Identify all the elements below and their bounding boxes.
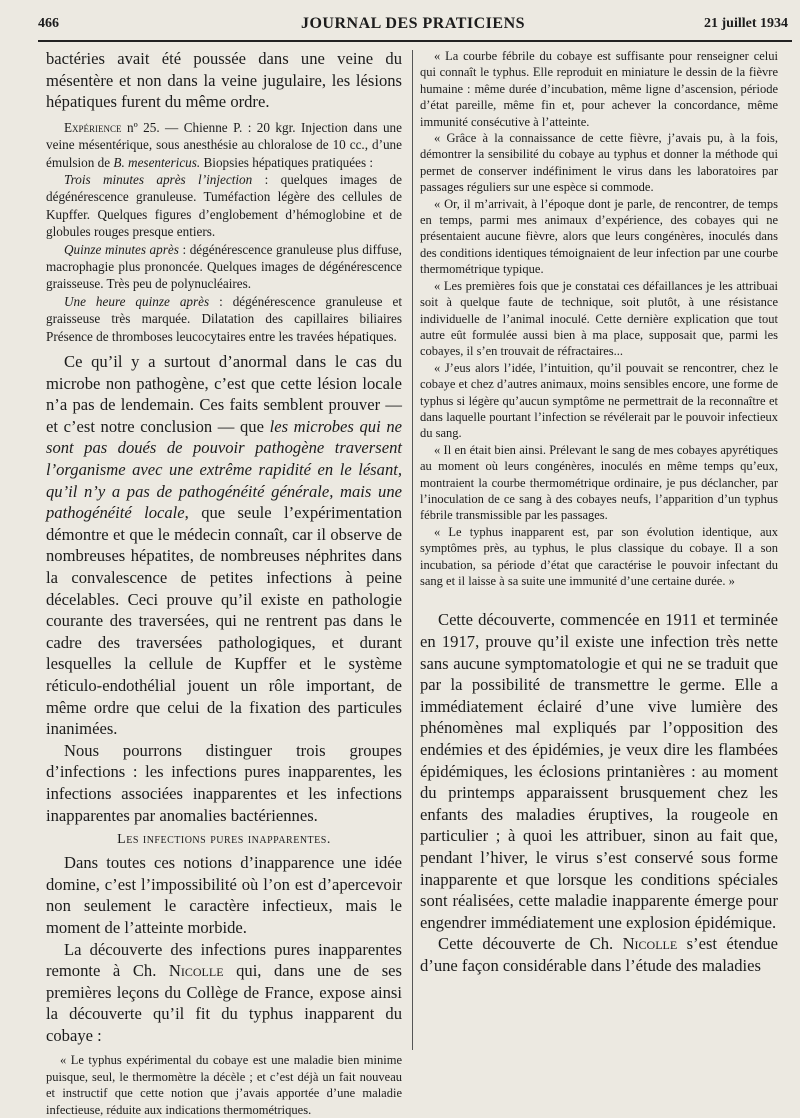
- header-rule: [38, 40, 792, 42]
- quotation: « Il en était bien ainsi. Prélevant le sang de mes cobayes apyrétiques au moment où leurs congénères, inoculés en même temps qu’eux, montraient la courbe thermométrique ordinaire, je pus déclancher, par l’inoculation de ce sang à des cobayes neufs, l’apparition d’un typhus fébrile transmissible par les passages.: [420, 442, 778, 523]
- quotation: « La courbe fébrile du cobaye est suffisante pour renseigner celui qui connaît le typhus. Elle reproduit en miniature le dessin de la fièvre humaine : même durée d’incubation, même ligne d’ascension, période d’état pareille, même fin et, pour achever la concordance, même immunité consécutive à l’atteinte.: [420, 49, 778, 129]
- right-column: [420, 48, 778, 977]
- paragraph: La découverte des infections pures inapparentes remonte à Ch. Nicolle qui, dans une de ses premières leçons du Collège de France, expose ainsi la découverte qu’il fit du typhus inapparent du cobaye :: [46, 939, 402, 1045]
- journal-title: JOURNAL DES PRATICIENS: [300, 15, 526, 32]
- quotation: « Or, il m’arrivait, à l’époque dont je parle, de rencontrer, de temps en temps, parmi mes animaux d’expérience, des cobayes qui ne présentaient aucune fièvre, alors que leurs congénères, inoculés dans des conditions identiques témoignaient de leur infection par une courbe thermométrique typique.: [420, 196, 778, 277]
- biopsy-observation: Une heure quinze après : dégénérescence granuleuse et graisseuse très marquée. Dilatation des capillaires biliaires Présence de thromboses leucocytaires entre les travées hépatiques.: [46, 293, 402, 344]
- paragraph: Nous pourrons distinguer trois groupes d’infections : les infections pures inapparentes, les infections associées inapparentes et les infections inapparentes par anomalies bactériennes.: [46, 740, 402, 825]
- paragraph: Cette découverte de Ch. Nicolle s’est étendue d’une façon considérable dans l’étude des maladies: [420, 934, 779, 975]
- page-number: 466: [38, 16, 59, 31]
- paragraph: Dans toutes ces notions d’inapparence une idée domine, c’est l’impossibilité où l’on est d’apercevoir non seulement le caractère infectieux, mais le moment de l’atteinte morbide.: [46, 853, 402, 937]
- experiment-label: Expérience: [64, 119, 122, 135]
- quotation: « J’eus alors l’idée, l’intuition, qu’il pouvait se rencontrer, chez le cobaye et chez d’autres animaux, moins sensibles encore, une forme de typhus si légère qu’aucun symptôme ne permettrait de la reconnaître et dans laquelle pourtant l’infection se révélerait par le pouvoir infectieux du sang.: [420, 360, 778, 441]
- column-divider: [412, 50, 413, 1050]
- paragraph: Cette découverte, commencée en 1911 et terminée en 1917, prouve qu’il existe une infection très nette sans aucune symptomatologie et qui ne se traduit que par la possibilité de transmettre le germe. Elle a immédiatement éclairé d’une vive lumière des phénomènes mal expliqués par l’opposition des endémies et des épidémies, je veux dire les flambées épidémiques, les éclosions printanières : au moment du printemps apparaissent brusquement chez les enfants des maladies éruptives, la rougeole en particulier ; à quoi les attribuer, sinon au fait que, pendant l’hiver, le virus s’est conservé sous forme inapparente et que lorsque les conditions spéciales sont réalisées, cette maladie inapparente émerge pour engendrer immédiatement une explosion épidémique.: [420, 610, 778, 932]
- biopsy-observation: Quinze minutes après : dégénérescence granuleuse plus diffuse, macrophagie plus prononcée. Quelques images de dégénérescence graisseuse. Très peu de polynucléaires.: [46, 241, 402, 292]
- conclusion-paragraph: Ce qu’il y a surtout d’anormal dans le cas du microbe non pathogène, c’est que cette lésion locale n’a pas de lendemain. Ces faits semblent prouver — et c’est notre conclusion — que les microbes qui ne sont pas doués de pouvoir pathogène traversent l’organisme avec une extrême rapidité en le lésant, qu’il n’y a pas de pathogénéité générale, mais une pathogénéité locale, que seule l’expérimentation démontre et que le médecin connaît, car il observe de nombreuses hépatites, de nombreuses néphrites dans la convalescence de petites infections à peine décelables. Ceci prouve qu’il existe en pathologie courante des traversées, qui ne rentrent pas dans le cadre des traversées pathologiques, et durant lesquelles la cellule de Kupffer et le système réticulo-endothélial jouent un rôle important, de même ordre que celui de la fixation des particules inanimées.: [46, 352, 403, 739]
- quotation: « Le typhus expérimental du cobaye est une maladie bien minime puisque, seul, le thermomètre la décèle ; et c’est déjà un fait nouveau et instructif que cette notion que j’avais apportée d’une maladie infectieuse, réduite aux indications thermométriques.: [46, 1053, 402, 1117]
- paragraph: bactéries avait été poussée dans une veine du mésentère et non dans la veine jugulaire, les lésions hépatiques furent du même ordre.: [46, 49, 402, 112]
- quotation: « Les premières fois que je constatai ces défaillances je les attribuai soit à quelque faute de technique, soit plutôt, à une résistance individuelle de l’animal inoculé. Cette dernière explication que tout autre eût formulée aussi bien à ma place, supposait que, parmi les cobayes, il s’en trouvait de réfractaires...: [420, 278, 778, 359]
- page-header: [38, 16, 788, 38]
- experiment-paragraph: Expérience nº 25. — Chienne P. : 20 kgr. Injection dans une veine mésentérique, sous anesthésie au chloralose de 10 cc., d’une émulsion de B. mesentericus. Biopsies hépatiques pratiquées :: [46, 119, 402, 170]
- quotation: « Le typhus inapparent est, par son évolution identique, aux symptômes près, au typhus, le plus classique du cobaye. Il a son incubation, sa période d’état que caractérise le pouvoir infectant du sang et il laisse à sa suite une immunité d’une certaine durée. »: [420, 524, 778, 588]
- quotation: « Grâce à la connaissance de cette fièvre, j’avais pu, à la fois, démontrer la sensibilité du cobaye au typhus et donner la méthode qui permet de conserver indéfiniment le virus dans les laboratoires par passages réguliers sur une espèce si commode.: [420, 131, 778, 195]
- issue-date: 21 juillet 1934: [704, 16, 788, 31]
- biopsy-observation: Trois minutes après l’injection : quelques images de dégénérescence granuleuse. Tuméfaction légère des cellules de Kupffer. Quelques figures d’englobement d’hémoglobine et de globules rouges presque entiers.: [46, 172, 402, 240]
- left-column: [46, 48, 402, 1118]
- section-heading: Les infections pures inapparentes.: [117, 832, 331, 848]
